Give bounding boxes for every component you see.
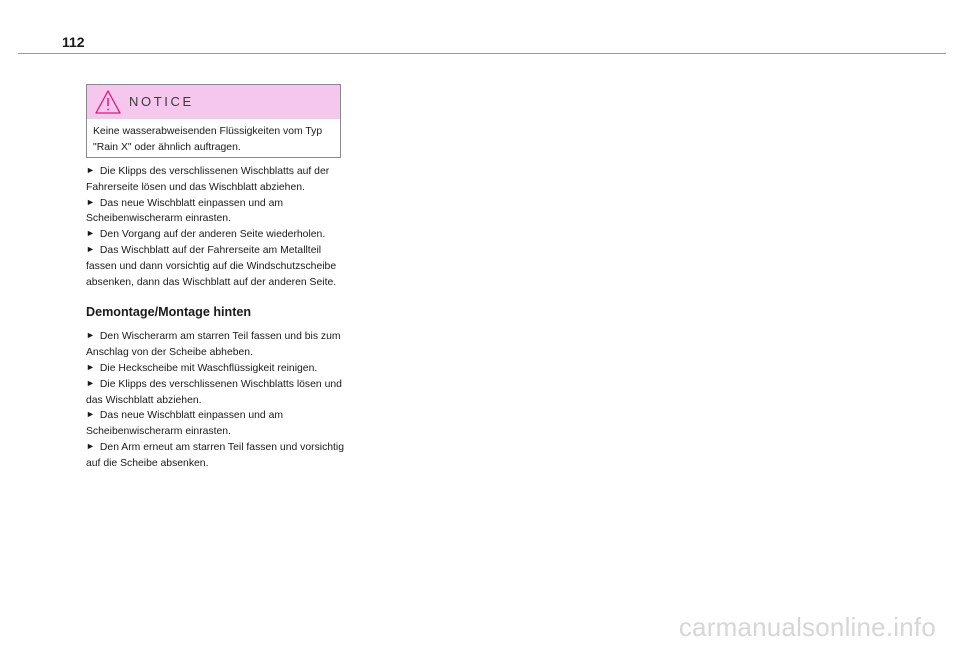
bullet-arrow-icon: ►: [86, 165, 95, 175]
bullet-arrow-icon: ►: [86, 228, 95, 239]
warning-triangle-icon: [94, 89, 122, 115]
watermark: carmanualsonline.info: [678, 612, 936, 642]
list-item: ► Den Vorgang auf der anderen Seite wiederholen.: [86, 228, 326, 241]
list-item: ► Den Wischerarm am starren Teil fassen und bis zum Anschlag von der Scheibe abheben.: [86, 330, 341, 359]
header-divider: [18, 53, 946, 54]
notice-box: [86, 84, 341, 158]
bullet-arrow-icon: ►: [86, 361, 95, 372]
list-item: ► Das neue Wischblatt einpassen und am Scheibenwischerarm einrasten.: [86, 409, 284, 438]
notice-title: NOTICE: [129, 94, 194, 109]
list-item: ► Die Klipps des verschlissenen Wischblatts lösen und das Wischblatt abziehen.: [86, 377, 342, 406]
list-item: ► Den Arm erneut am starren Teil fassen und vorsichtig auf die Scheibe absenken.: [86, 440, 345, 469]
bullet-arrow-icon: ►: [86, 330, 95, 341]
instructions-column: [86, 164, 348, 472]
bullet-arrow-icon: ►: [86, 377, 95, 388]
section-title: Demontage/Montage hinten: [86, 305, 252, 320]
bullet-arrow-icon: ►: [86, 243, 95, 254]
list-item: ► Die Klipps des verschlissenen Wischblatts auf der Fahrerseite lösen und das Wischblatt abziehen.: [86, 165, 330, 193]
bullet-arrow-icon: ►: [86, 440, 95, 451]
page-number: 112: [62, 34, 85, 50]
bullet-arrow-icon: ►: [86, 196, 95, 207]
notice-header: [87, 85, 340, 119]
list-item: ► Das neue Wischblatt einpassen und am Scheibenwischerarm einrasten.: [86, 196, 284, 225]
list-item: ► Das Wischblatt auf der Fahrerseite am Metallteil fassen und dann vorsichtig auf die Windschutzscheibe absenken, dann das Wischblatt auf der anderen Seite.: [86, 243, 337, 288]
bullet-arrow-icon: ►: [86, 409, 95, 420]
notice-text: Keine wasserabweisenden Flüssigkeiten vom Typ "Rain X" oder ähnlich auftragen.: [93, 126, 323, 153]
list-item: ► Die Heckscheibe mit Waschflüssigkeit reinigen.: [86, 361, 318, 374]
